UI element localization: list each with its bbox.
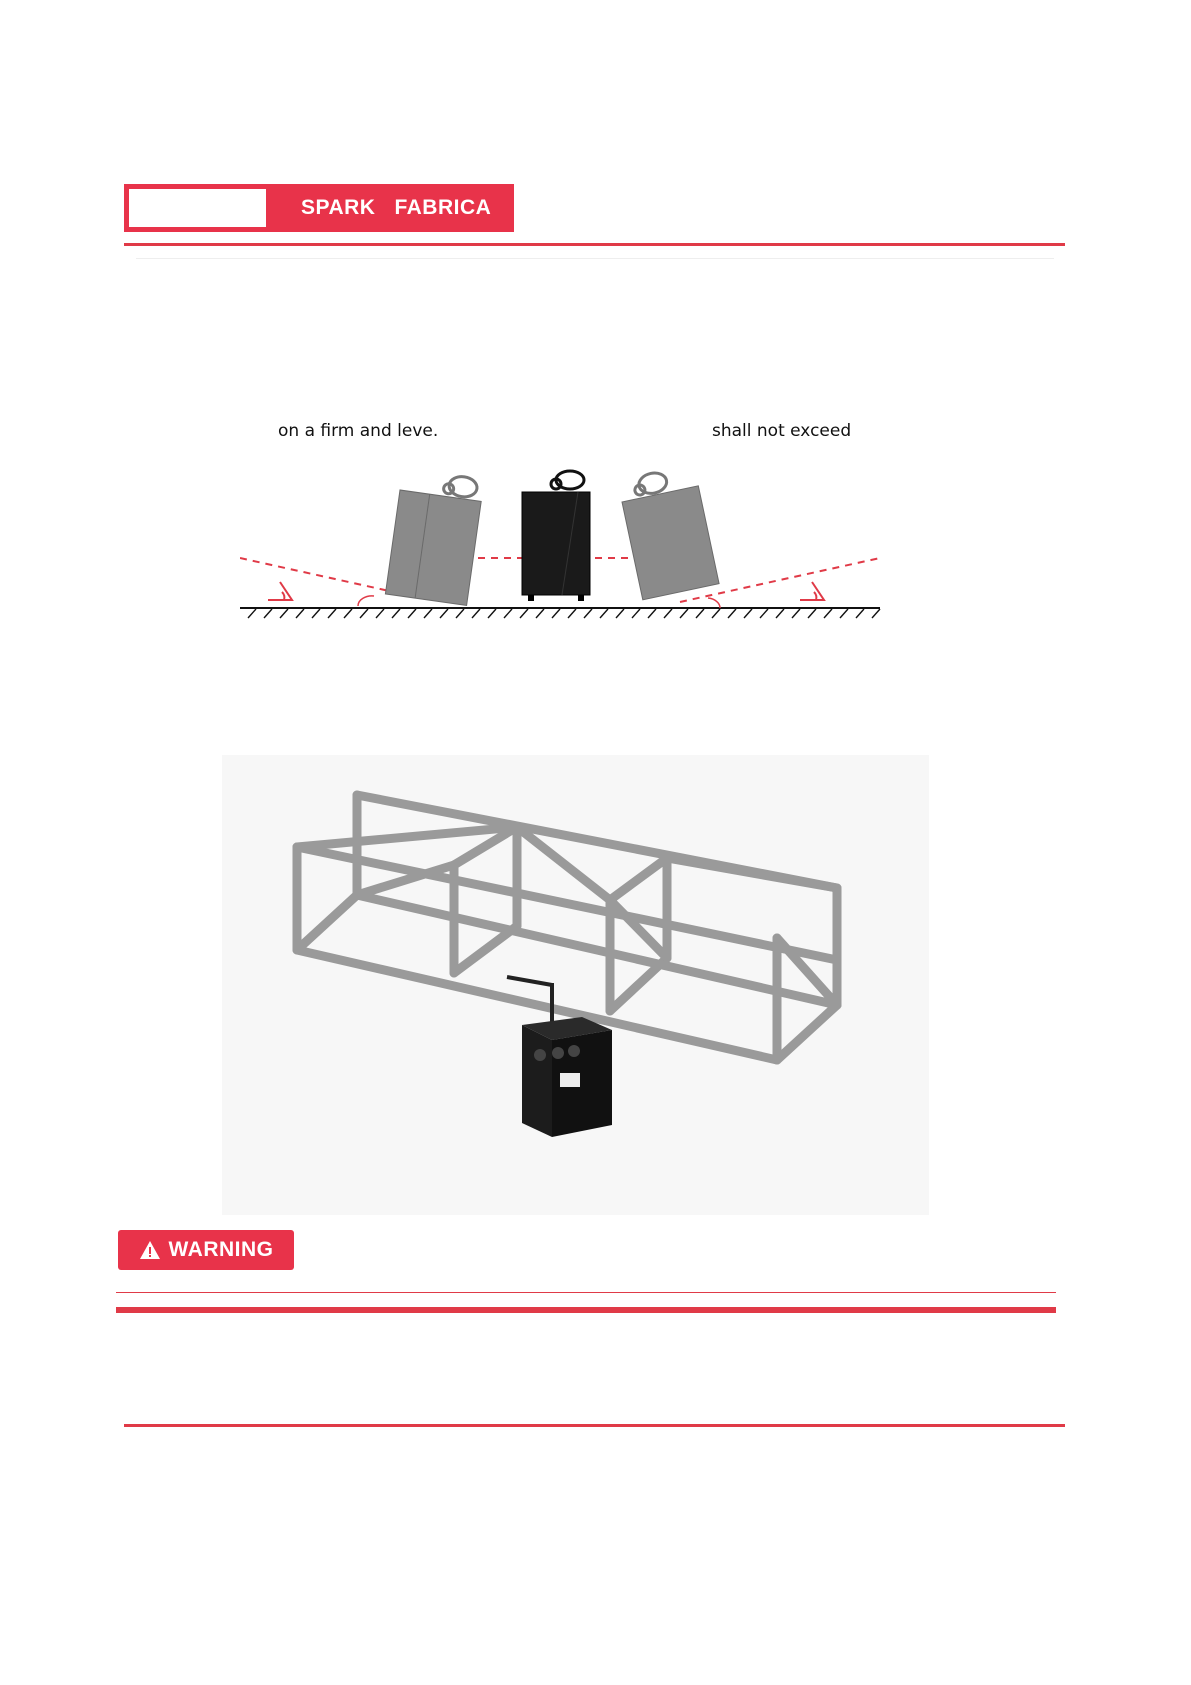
header-rule	[124, 243, 1065, 246]
angle-arc-left	[358, 596, 374, 606]
warning-rule-thin	[116, 1292, 1056, 1293]
upright-unit-center	[522, 471, 590, 601]
brand-header	[124, 184, 514, 232]
tilted-unit-left	[385, 468, 484, 605]
tilt-caption-right: shall not exceed	[712, 421, 852, 441]
ground-hatch	[248, 609, 880, 618]
spark-machine	[522, 1017, 612, 1137]
warning-label: WARNING	[168, 1238, 274, 1261]
angle-symbol-left	[268, 582, 292, 600]
bottom-rule	[124, 1424, 1065, 1427]
warning-rule-thick	[116, 1307, 1056, 1313]
brand-logo-blank	[129, 189, 266, 227]
warning-badge	[118, 1230, 294, 1270]
tilt-caption-left: on a firm and leve.	[278, 421, 439, 441]
truss-figure	[222, 755, 929, 1215]
tilted-unit-right	[617, 464, 719, 600]
brand-name: SPARK FABRICA	[301, 196, 492, 219]
tilt-figure	[240, 420, 890, 620]
angle-symbol-right	[800, 582, 824, 600]
angle-arc-right	[708, 598, 720, 608]
header-subrule	[136, 258, 1054, 259]
warning-triangle-icon	[139, 1240, 161, 1260]
